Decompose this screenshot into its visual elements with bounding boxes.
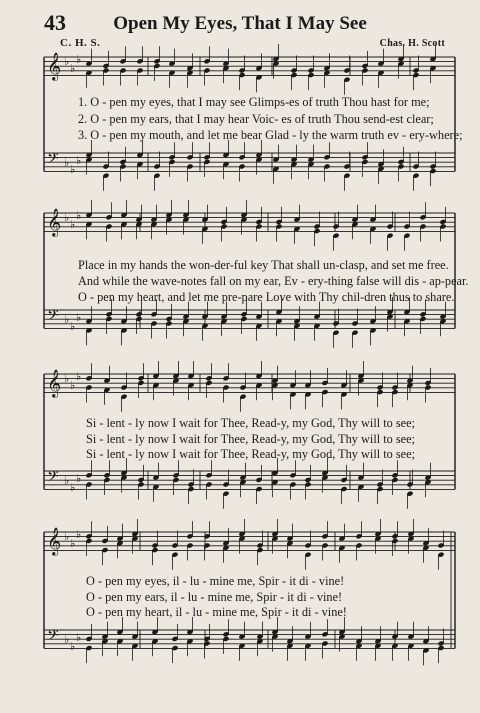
flat-sign: ♭ bbox=[70, 218, 76, 231]
system-2-verse-2: And while the wave-notes fall on my ear, Ev - ery-thing false will dis - ap-pear. bbox=[78, 274, 469, 288]
flat-sign: ♭ bbox=[64, 55, 70, 68]
bass-clef: 𝄢 bbox=[47, 150, 59, 171]
flat-sign: ♭ bbox=[70, 62, 76, 75]
flat-sign: ♭ bbox=[76, 631, 82, 644]
hymn-number: 43 bbox=[44, 10, 66, 35]
flat-sign: ♭ bbox=[76, 528, 82, 541]
treble-clef: 𝄞 bbox=[47, 527, 62, 555]
system-3-verse-3: Si - lent - ly now I wait for Thee, Read-y, my God, Thy will to see; bbox=[86, 447, 415, 461]
system-2-verse-1: Place in my hands the won-der-ful key That shall un-clasp, and set me free. bbox=[78, 258, 449, 272]
flat-sign: ♭ bbox=[64, 633, 70, 646]
bass-clef: 𝄢 bbox=[47, 468, 59, 489]
flat-sign: ♭ bbox=[64, 313, 70, 326]
system-3-verse-2: Si - lent - ly now I wait for Thee, Read-y, my God, Thy will to see; bbox=[86, 432, 415, 446]
flat-sign: ♭ bbox=[76, 311, 82, 324]
treble-clef: 𝄞 bbox=[47, 369, 62, 397]
system-4-verse-1: O - pen my eyes, il - lu - mine me, Spir - it di - vine! bbox=[86, 574, 345, 588]
system-4-verse-3: O - pen my heart, il - lu - mine me, Spir - it di - vine! bbox=[86, 605, 347, 619]
music-credit: Chas. H. Scott bbox=[379, 38, 445, 49]
flat-sign: ♭ bbox=[76, 472, 82, 485]
bass-clef: 𝄢 bbox=[47, 627, 59, 648]
treble-clef: 𝄞 bbox=[47, 52, 62, 80]
flat-sign: ♭ bbox=[76, 53, 82, 66]
flat-sign: ♭ bbox=[70, 163, 76, 176]
system-1-verse-2: 2. O - pen my ears, that I may hear Voic- es of truth Thou send-est clear; bbox=[78, 112, 434, 126]
flat-sign: ♭ bbox=[64, 211, 70, 224]
flat-sign: ♭ bbox=[70, 481, 76, 494]
flat-sign: ♭ bbox=[70, 379, 76, 392]
flat-sign: ♭ bbox=[70, 320, 76, 333]
system-3-verse-1: Si - lent - ly now I wait for Thee, Read-y, my God, Thy will to see; bbox=[86, 416, 415, 430]
bass-clef: 𝄢 bbox=[47, 307, 59, 328]
flat-sign: ♭ bbox=[64, 474, 70, 487]
system-1-verse-1: 1. O - pen my eyes, that I may see Glimps-es of truth Thou hast for me; bbox=[78, 95, 430, 109]
flat-sign: ♭ bbox=[76, 370, 82, 383]
system-4-verse-2: O - pen my ears, il - lu - mine me, Spir - it di - vine! bbox=[86, 590, 343, 604]
flat-sign: ♭ bbox=[70, 640, 76, 653]
flat-sign: ♭ bbox=[76, 209, 82, 222]
flat-sign: ♭ bbox=[76, 154, 82, 167]
flat-sign: ♭ bbox=[70, 537, 76, 550]
system-2-verse-3: O - pen my heart, and let me pre-pare Love with Thy chil-dren thus to share. bbox=[78, 290, 455, 304]
hymn-title: Open My Eyes, That I May See bbox=[113, 13, 367, 34]
flat-sign: ♭ bbox=[64, 530, 70, 543]
flat-sign: ♭ bbox=[64, 156, 70, 169]
flat-sign: ♭ bbox=[64, 372, 70, 385]
treble-clef: 𝄞 bbox=[47, 208, 62, 236]
system-1-verse-3: 3. O - pen my mouth, and let me bear Glad - ly the warm truth ev - ery-where; bbox=[78, 128, 463, 142]
words-credit: C. H. S. bbox=[60, 37, 101, 49]
